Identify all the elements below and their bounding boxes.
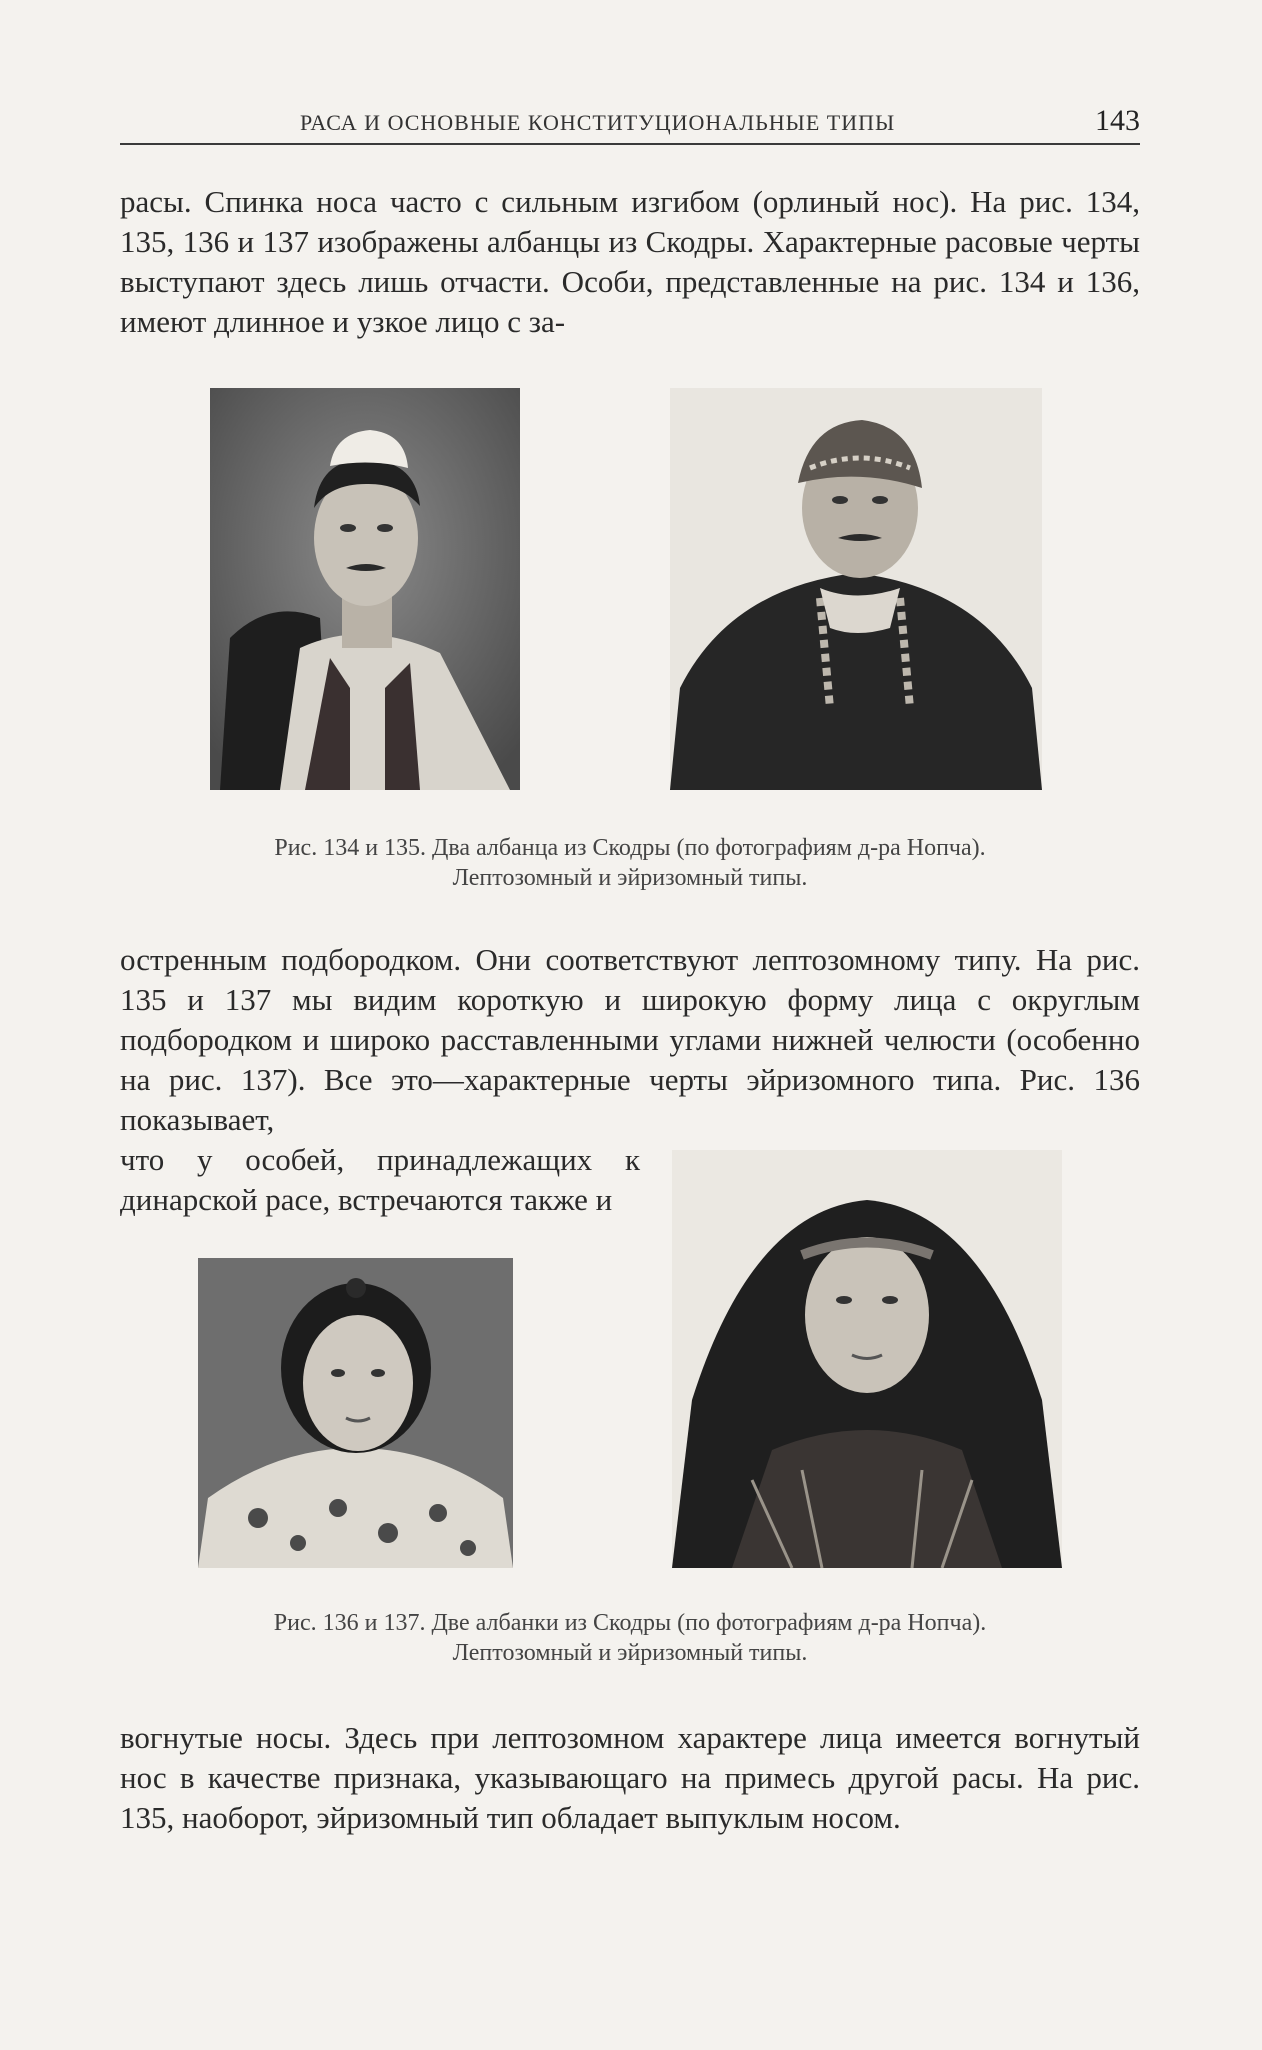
paragraph-1: расы. Спинка носа часто с сильным изгибом (орлиный нос). На рис. 134, 135, 136 и 137 изображены албанцы из Скодры. Характерные расовые черты выступают здесь лишь отчасти. Особи, представленные на рис. 134 и 136, имеют длинное и узкое лицо с за- xyxy=(120,184,1140,339)
photo-fig-137 xyxy=(672,1150,1062,1568)
portrait-man-cap-image xyxy=(670,388,1042,790)
caption-fig-134-135: Рис. 134 и 135. Два албанца из Скодры (по фотографиям д-ра Нопча). Лептозомный и эйризомный типы. xyxy=(274,835,986,891)
portrait-woman-headscarf-image xyxy=(672,1150,1062,1568)
header-rule xyxy=(120,143,1140,145)
paragraph-2-continuation: что у особей, принадлежащих к динарской расе, встречаются также и xyxy=(120,1142,640,1217)
photo-fig-134 xyxy=(210,388,520,790)
portrait-woman-young-image xyxy=(198,1258,513,1568)
caption-fig-136-137: Рис. 136 и 137. Две албанки из Скодры (по фотографиям д-ра Нопча). Лептозомный и эйризомный типы. xyxy=(273,1610,987,1666)
photo-fig-135 xyxy=(670,388,1042,790)
paragraph-2: остренным подбородком. Они соответствуют лептозомному типу. На рис. 135 и 137 мы видим короткую и широкую форму лица с округлым подбородком и широко расставленными углами нижней челюсти (особенно на рис. 137). Все это—характерные черты эйризомного типа. Рис. 136 показывает, xyxy=(120,942,1140,1137)
paragraph-3: вогнутые носы. Здесь при лептозомном характере лица имеется вогнутый нос в качестве признака, указывающаго на примесь другой расы. На рис. 135, наоборот, эйризомный тип обладает выпуклым носом. xyxy=(120,1720,1140,1835)
page-number: 143 xyxy=(1095,104,1140,137)
portrait-man-fez-image xyxy=(210,388,520,790)
running-title: РАСА И ОСНОВНЫЕ КОНСТИТУЦИОНАЛЬНЫЕ ТИПЫ xyxy=(300,110,896,135)
running-head xyxy=(120,100,1140,140)
photo-fig-136 xyxy=(198,1258,513,1568)
